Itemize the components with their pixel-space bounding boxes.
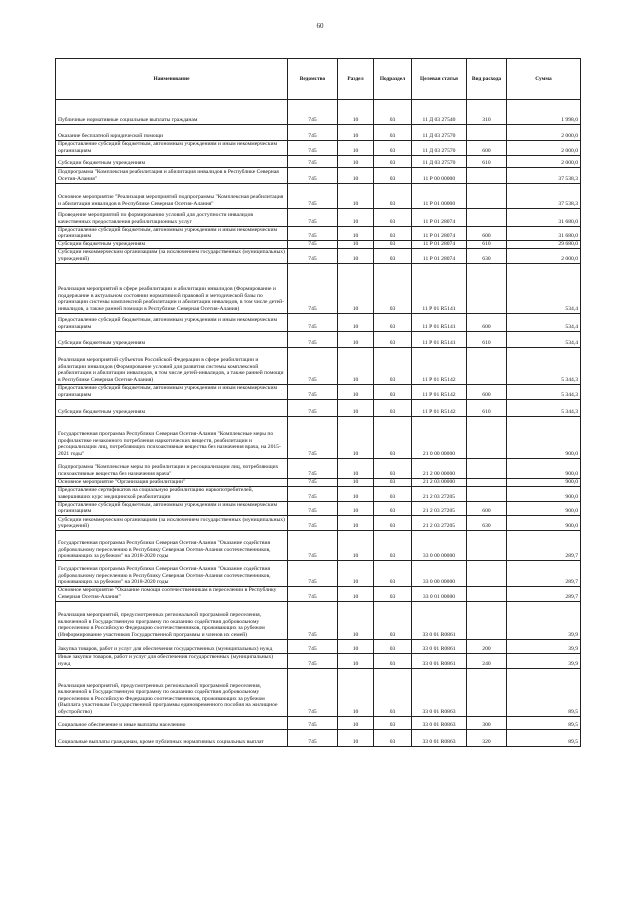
cell-target: 11 Р 01 R5141 <box>412 332 467 348</box>
cell-amount: 289,7 <box>507 561 581 587</box>
cell-target: 11 Р 01 R5142 <box>412 399 467 416</box>
cell-name: Государственная программа Республики Северная Осетия-Алания "Комплексные меры по профилактике незаконного потребления наркотических веществ, реабилитации и ресоциализации лиц, потребляющих психоактивные вещества без назначения врача, на 2015-2021 годы" <box>56 416 288 458</box>
table-row <box>56 385 581 400</box>
cell-name: Предоставление субсидий бюджетным, автономным учреждениям и иным некоммерческим организациям <box>56 314 288 332</box>
cell-name: Предоставление субсидий бюджетным, автономным учреждениям и иным некоммерческим организациям <box>56 501 288 516</box>
header-target: Целевая статья <box>412 59 467 100</box>
cell-section: 10 <box>338 348 374 385</box>
table-row <box>56 416 581 458</box>
cell-expense <box>467 561 507 587</box>
table-row <box>56 531 581 561</box>
cell-expense <box>467 125 507 141</box>
cell-section: 10 <box>338 141 374 156</box>
header-subsection: Подраздел <box>374 59 412 100</box>
cell-amount: 534,4 <box>507 332 581 348</box>
cell-subsection: 03 <box>374 458 412 478</box>
cell-ministry: 745 <box>288 399 338 416</box>
cell-expense: 630 <box>467 249 507 264</box>
cell-section: 10 <box>338 416 374 458</box>
cell-amount: 2 000,0 <box>507 249 581 264</box>
table-row <box>56 399 581 416</box>
cell-target: 11 Д 03 27570 <box>412 155 467 167</box>
cell-name: Субсидии некоммерческим организациям (за исключением государственных (муниципальных) учреждений) <box>56 249 288 264</box>
cell-amount: 2 000,0 <box>507 155 581 167</box>
cell-subsection: 03 <box>374 264 412 314</box>
cell-expense <box>467 587 507 602</box>
cell-target: 21 2 00 00000 <box>412 458 467 478</box>
cell-target: 11 Д 03 27570 <box>412 125 467 141</box>
cell-target: 11 Р 01 28074 <box>412 208 467 226</box>
cell-expense <box>467 669 507 717</box>
cell-amount: 900,0 <box>507 458 581 478</box>
cell-subsection: 03 <box>374 141 412 156</box>
cell-expense: 610 <box>467 399 507 416</box>
cell-subsection: 03 <box>374 241 412 249</box>
cell-subsection: 03 <box>374 602 412 640</box>
table-row <box>56 458 581 478</box>
table-row <box>56 654 581 669</box>
cell-amount: 5 344,3 <box>507 399 581 416</box>
cell-target: 11 Р 01 R5142 <box>412 348 467 385</box>
cell-subsection: 03 <box>374 348 412 385</box>
cell-name: Реализация мероприятий, предусмотренных региональной программой переселения, включенной в Государственную программу по оказанию содействия добровольному переселению в Российскую Федерацию соотечественников, проживающих за рубежом (Информирование участников Государственной программы и членов их семей) <box>56 602 288 640</box>
cell-name: Социальные выплаты гражданам, кроме публичных нормативных социальных выплат <box>56 730 288 747</box>
cell-ministry: 745 <box>288 486 338 501</box>
cell-amount: 289,7 <box>507 531 581 561</box>
table-row <box>56 155 581 167</box>
cell-ministry: 745 <box>288 730 338 747</box>
table-row <box>56 241 581 249</box>
header-section: Раздел <box>338 59 374 100</box>
cell-subsection: 03 <box>374 587 412 602</box>
cell-expense: 300 <box>467 717 507 730</box>
cell-ministry: 745 <box>288 587 338 602</box>
cell-ministry: 745 <box>288 516 338 531</box>
cell-target: 21 2 03 27205 <box>412 516 467 531</box>
cell-subsection: 03 <box>374 640 412 654</box>
cell-name: Субсидии некоммерческим организациям (за исключением государственных (муниципальных) учреждений) <box>56 516 288 531</box>
cell-ministry: 745 <box>288 125 338 141</box>
cell-target: 21 2 03 27205 <box>412 486 467 501</box>
cell-subsection: 03 <box>374 208 412 226</box>
table-body <box>56 100 581 747</box>
cell-target: 21 0 00 00000 <box>412 416 467 458</box>
table-row <box>56 100 581 125</box>
cell-subsection: 03 <box>374 183 412 208</box>
cell-amount: 39,9 <box>507 654 581 669</box>
cell-expense: 240 <box>467 654 507 669</box>
cell-subsection: 03 <box>374 486 412 501</box>
cell-name: Иные закупки товаров, работ и услуг для обеспечения государственных (муниципальных) нужд <box>56 654 288 669</box>
table-row <box>56 348 581 385</box>
cell-subsection: 03 <box>374 531 412 561</box>
cell-target: 33 0 01 R0863 <box>412 730 467 747</box>
cell-ministry: 745 <box>288 314 338 332</box>
cell-target: 21 2 03 00000 <box>412 478 467 486</box>
cell-section: 10 <box>338 486 374 501</box>
cell-section: 10 <box>338 249 374 264</box>
cell-target: 11 Р 01 R5142 <box>412 385 467 400</box>
cell-name: Публичные нормативные социальные выплаты гражданам <box>56 100 288 125</box>
cell-section: 10 <box>338 241 374 249</box>
cell-subsection: 03 <box>374 561 412 587</box>
cell-name: Подпрограмма "Комплексная реабилитация и абилитация инвалидов в Республике Северная Осетия-Алания" <box>56 167 288 183</box>
cell-amount: 900,0 <box>507 516 581 531</box>
table-row <box>56 208 581 226</box>
cell-section: 10 <box>338 669 374 717</box>
cell-name: Оказание бесплатной юридической помощи <box>56 125 288 141</box>
cell-amount: 5 344,3 <box>507 348 581 385</box>
cell-section: 10 <box>338 100 374 125</box>
table-row <box>56 730 581 747</box>
cell-ministry: 745 <box>288 478 338 486</box>
cell-section: 10 <box>338 730 374 747</box>
cell-name: Реализация мероприятий, предусмотренных региональной программой переселения, включенной в Государственную программу по оказанию содействия добровольному переселению в Российскую Федерацию соотечественников, проживающих за рубежом (Выплата участникам Государственной программы единовременного пособия на жилищное обустройство) <box>56 669 288 717</box>
cell-amount: 534,4 <box>507 314 581 332</box>
cell-target: 11 Р 01 28074 <box>412 241 467 249</box>
cell-section: 10 <box>338 125 374 141</box>
cell-subsection: 03 <box>374 654 412 669</box>
cell-subsection: 03 <box>374 167 412 183</box>
header-amount: Сумма <box>507 59 581 100</box>
cell-expense: 200 <box>467 640 507 654</box>
cell-section: 10 <box>338 385 374 400</box>
cell-section: 10 <box>338 264 374 314</box>
cell-name: Предоставление субсидий бюджетным, автономным учреждениям и иным некоммерческим организациям <box>56 385 288 400</box>
cell-amount: 900,0 <box>507 416 581 458</box>
cell-ministry: 745 <box>288 669 338 717</box>
cell-ministry: 745 <box>288 155 338 167</box>
cell-section: 10 <box>338 602 374 640</box>
cell-section: 10 <box>338 561 374 587</box>
cell-amount: 1 998,0 <box>507 100 581 125</box>
cell-expense: 600 <box>467 226 507 241</box>
table-row <box>56 561 581 587</box>
cell-amount: 29 680,0 <box>507 241 581 249</box>
cell-ministry: 745 <box>288 183 338 208</box>
cell-expense: 320 <box>467 730 507 747</box>
cell-subsection: 03 <box>374 669 412 717</box>
cell-subsection: 03 <box>374 125 412 141</box>
table-row <box>56 249 581 264</box>
cell-section: 10 <box>338 314 374 332</box>
cell-name: Реализация мероприятий субъектов Российской Федерации в сфере реабилитации и абилитации инвалидов (Формирование условий для развития системы комплексной реабилитации и абилитации инвалидов, в том числе детей-инвалидов, а также ранней помощи в Республике Северная Осетия-Алания) <box>56 348 288 385</box>
cell-section: 10 <box>338 640 374 654</box>
cell-section: 10 <box>338 717 374 730</box>
cell-subsection: 03 <box>374 416 412 458</box>
cell-ministry: 745 <box>288 332 338 348</box>
cell-name: Основное мероприятие "Организация реабилитации" <box>56 478 288 486</box>
table-row <box>56 486 581 501</box>
table-row <box>56 264 581 314</box>
cell-name: Социальное обеспечение и иные выплаты населению <box>56 717 288 730</box>
cell-expense: 600 <box>467 141 507 156</box>
table-row <box>56 669 581 717</box>
cell-expense: 310 <box>467 100 507 125</box>
cell-ministry: 745 <box>288 249 338 264</box>
table-row <box>56 602 581 640</box>
cell-section: 10 <box>338 458 374 478</box>
cell-amount: 39,9 <box>507 640 581 654</box>
cell-expense: 610 <box>467 332 507 348</box>
table-row <box>56 501 581 516</box>
table-row <box>56 587 581 602</box>
cell-ministry: 745 <box>288 226 338 241</box>
cell-name: Предоставление субсидий бюджетным, автономным учреждениям и иным некоммерческим организациям <box>56 141 288 156</box>
cell-subsection: 03 <box>374 385 412 400</box>
cell-target: 33 0 01 R0861 <box>412 654 467 669</box>
cell-expense <box>467 478 507 486</box>
cell-amount: 89,5 <box>507 669 581 717</box>
table-row <box>56 314 581 332</box>
cell-target: 33 0 01 R0863 <box>412 669 467 717</box>
cell-target: 33 0 01 R0861 <box>412 602 467 640</box>
cell-expense <box>467 458 507 478</box>
cell-name: Реализация мероприятий в сфере реабилитации и абилитации инвалидов (Формирование и поддержание в актуальном состоянии нормативной правовой и методической базы по организации системы комплексной реабилитации и абилитации инвалидов, в том числе детей-инвалидов, а также ранней помощи в Республике Северная Осетия-Алания) <box>56 264 288 314</box>
cell-subsection: 03 <box>374 249 412 264</box>
cell-subsection: 03 <box>374 314 412 332</box>
cell-expense: 610 <box>467 241 507 249</box>
cell-amount: 2 000,0 <box>507 141 581 156</box>
table-row <box>56 516 581 531</box>
cell-expense <box>467 486 507 501</box>
cell-target: 33 0 00 00000 <box>412 561 467 587</box>
cell-section: 10 <box>338 531 374 561</box>
cell-expense: 600 <box>467 314 507 332</box>
cell-ministry: 745 <box>288 561 338 587</box>
cell-expense <box>467 531 507 561</box>
table-row <box>56 125 581 141</box>
page-number: 60 <box>316 22 324 30</box>
cell-name: Государственная программа Республики Северная Осетия-Алания "Оказание содействия добровольному переселению в Республику Северная Осетия-Алания соотечественников, проживающих за рубежом" на 2018-2020 годы <box>56 531 288 561</box>
cell-amount: 31 680,0 <box>507 226 581 241</box>
cell-ministry: 745 <box>288 241 338 249</box>
table-row <box>56 167 581 183</box>
cell-subsection: 03 <box>374 332 412 348</box>
cell-ministry: 745 <box>288 208 338 226</box>
cell-expense <box>467 167 507 183</box>
table-row <box>56 640 581 654</box>
cell-subsection: 03 <box>374 226 412 241</box>
cell-target: 11 Р 01 00000 <box>412 183 467 208</box>
cell-amount: 89,5 <box>507 730 581 747</box>
table-row <box>56 717 581 730</box>
cell-expense <box>467 348 507 385</box>
cell-section: 10 <box>338 208 374 226</box>
cell-expense <box>467 264 507 314</box>
cell-subsection: 03 <box>374 717 412 730</box>
cell-section: 10 <box>338 226 374 241</box>
cell-amount: 39,9 <box>507 602 581 640</box>
cell-section: 10 <box>338 332 374 348</box>
cell-subsection: 03 <box>374 100 412 125</box>
cell-section: 10 <box>338 155 374 167</box>
cell-section: 10 <box>338 167 374 183</box>
cell-amount: 2 000,0 <box>507 125 581 141</box>
cell-target: 33 0 00 00000 <box>412 531 467 561</box>
cell-expense <box>467 183 507 208</box>
header-expense: Вид расхода <box>467 59 507 100</box>
cell-target: 33 0 01 R0861 <box>412 640 467 654</box>
cell-expense: 600 <box>467 385 507 400</box>
cell-expense: 630 <box>467 516 507 531</box>
header-ministry: Ведомство <box>288 59 338 100</box>
table-row <box>56 141 581 156</box>
cell-ministry: 745 <box>288 100 338 125</box>
cell-name: Закупка товаров, работ и услуг для обеспечения государственных (муниципальных) нужд <box>56 640 288 654</box>
cell-amount: 37 538,3 <box>507 183 581 208</box>
cell-section: 10 <box>338 516 374 531</box>
cell-ministry: 745 <box>288 654 338 669</box>
cell-expense <box>467 416 507 458</box>
cell-section: 10 <box>338 478 374 486</box>
table-row <box>56 183 581 208</box>
cell-target: 11 Р 00 00000 <box>412 167 467 183</box>
table-header-row <box>56 59 581 100</box>
cell-amount: 900,0 <box>507 486 581 501</box>
cell-amount: 289,7 <box>507 587 581 602</box>
cell-subsection: 03 <box>374 478 412 486</box>
cell-ministry: 745 <box>288 385 338 400</box>
cell-amount: 900,0 <box>507 478 581 486</box>
table-row <box>56 332 581 348</box>
cell-section: 10 <box>338 501 374 516</box>
cell-name: Подпрограмма "Комплексные меры по реабилитации и ресоциализации лиц, потребляющих психоактивные вещества без назначения врача" <box>56 458 288 478</box>
cell-target: 11 Р 01 28074 <box>412 226 467 241</box>
cell-name: Основное мероприятие "Реализация мероприятий подпрограммы "Комплексная реабилитация и абилитация инвалидов в Республике Северная Осетия-Алания" <box>56 183 288 208</box>
cell-name: Проведение мероприятий по формированию условий для доступности инвалидов качественных предоставления реабилитационных услуг <box>56 208 288 226</box>
cell-target: 33 0 01 R0863 <box>412 717 467 730</box>
cell-ministry: 745 <box>288 717 338 730</box>
cell-name: Предоставление сертификатов на социальную реабилитацию наркопотребителей, завершивших курс медицинской реабилитации <box>56 486 288 501</box>
cell-subsection: 03 <box>374 501 412 516</box>
cell-ministry: 745 <box>288 531 338 561</box>
cell-target: 11 Д 03 27540 <box>412 100 467 125</box>
cell-ministry: 745 <box>288 602 338 640</box>
cell-name: Субсидии бюджетным учреждениям <box>56 241 288 249</box>
cell-ministry: 745 <box>288 416 338 458</box>
cell-target: 33 0 01 00000 <box>412 587 467 602</box>
table-row <box>56 478 581 486</box>
cell-ministry: 745 <box>288 264 338 314</box>
cell-subsection: 03 <box>374 399 412 416</box>
cell-ministry: 745 <box>288 167 338 183</box>
cell-amount: 89,5 <box>507 717 581 730</box>
cell-target: 11 Р 01 R5141 <box>412 314 467 332</box>
cell-amount: 5 344,3 <box>507 385 581 400</box>
cell-expense: 600 <box>467 501 507 516</box>
header-name: Наименование <box>56 59 288 100</box>
cell-section: 10 <box>338 654 374 669</box>
cell-expense <box>467 602 507 640</box>
cell-name: Субсидии бюджетным учреждениям <box>56 332 288 348</box>
cell-section: 10 <box>338 183 374 208</box>
budget-table <box>55 58 581 747</box>
cell-subsection: 03 <box>374 730 412 747</box>
cell-ministry: 745 <box>288 458 338 478</box>
cell-name: Предоставление субсидий бюджетным, автономным учреждениям и иным некоммерческим организациям <box>56 226 288 241</box>
cell-subsection: 03 <box>374 516 412 531</box>
cell-subsection: 03 <box>374 155 412 167</box>
cell-amount: 534,4 <box>507 264 581 314</box>
cell-name: Государственная программа Республики Северная Осетия-Алания "Оказание содействия добровольному переселению в Республику Северная Осетия-Алания соотечественников, проживающих за рубежом" на 2018-2020 годы <box>56 561 288 587</box>
cell-name: Основное мероприятие "Оказание помощи соотечественникам в переселении в Республику Северная Осетия-Алания" <box>56 587 288 602</box>
cell-target: 11 Д 03 27570 <box>412 141 467 156</box>
cell-name: Субсидии бюджетным учреждениям <box>56 399 288 416</box>
cell-amount: 37 538,3 <box>507 167 581 183</box>
cell-target: 11 Р 01 28074 <box>412 249 467 264</box>
table-row <box>56 226 581 241</box>
cell-target: 21 2 03 27205 <box>412 501 467 516</box>
cell-target: 11 Р 01 R5141 <box>412 264 467 314</box>
cell-amount: 31 680,0 <box>507 208 581 226</box>
cell-ministry: 745 <box>288 348 338 385</box>
cell-amount: 900,0 <box>507 501 581 516</box>
cell-ministry: 745 <box>288 141 338 156</box>
cell-ministry: 745 <box>288 501 338 516</box>
cell-name: Субсидии бюджетным учреждениям <box>56 155 288 167</box>
cell-expense <box>467 208 507 226</box>
cell-section: 10 <box>338 399 374 416</box>
cell-ministry: 745 <box>288 640 338 654</box>
cell-section: 10 <box>338 587 374 602</box>
cell-expense: 610 <box>467 155 507 167</box>
